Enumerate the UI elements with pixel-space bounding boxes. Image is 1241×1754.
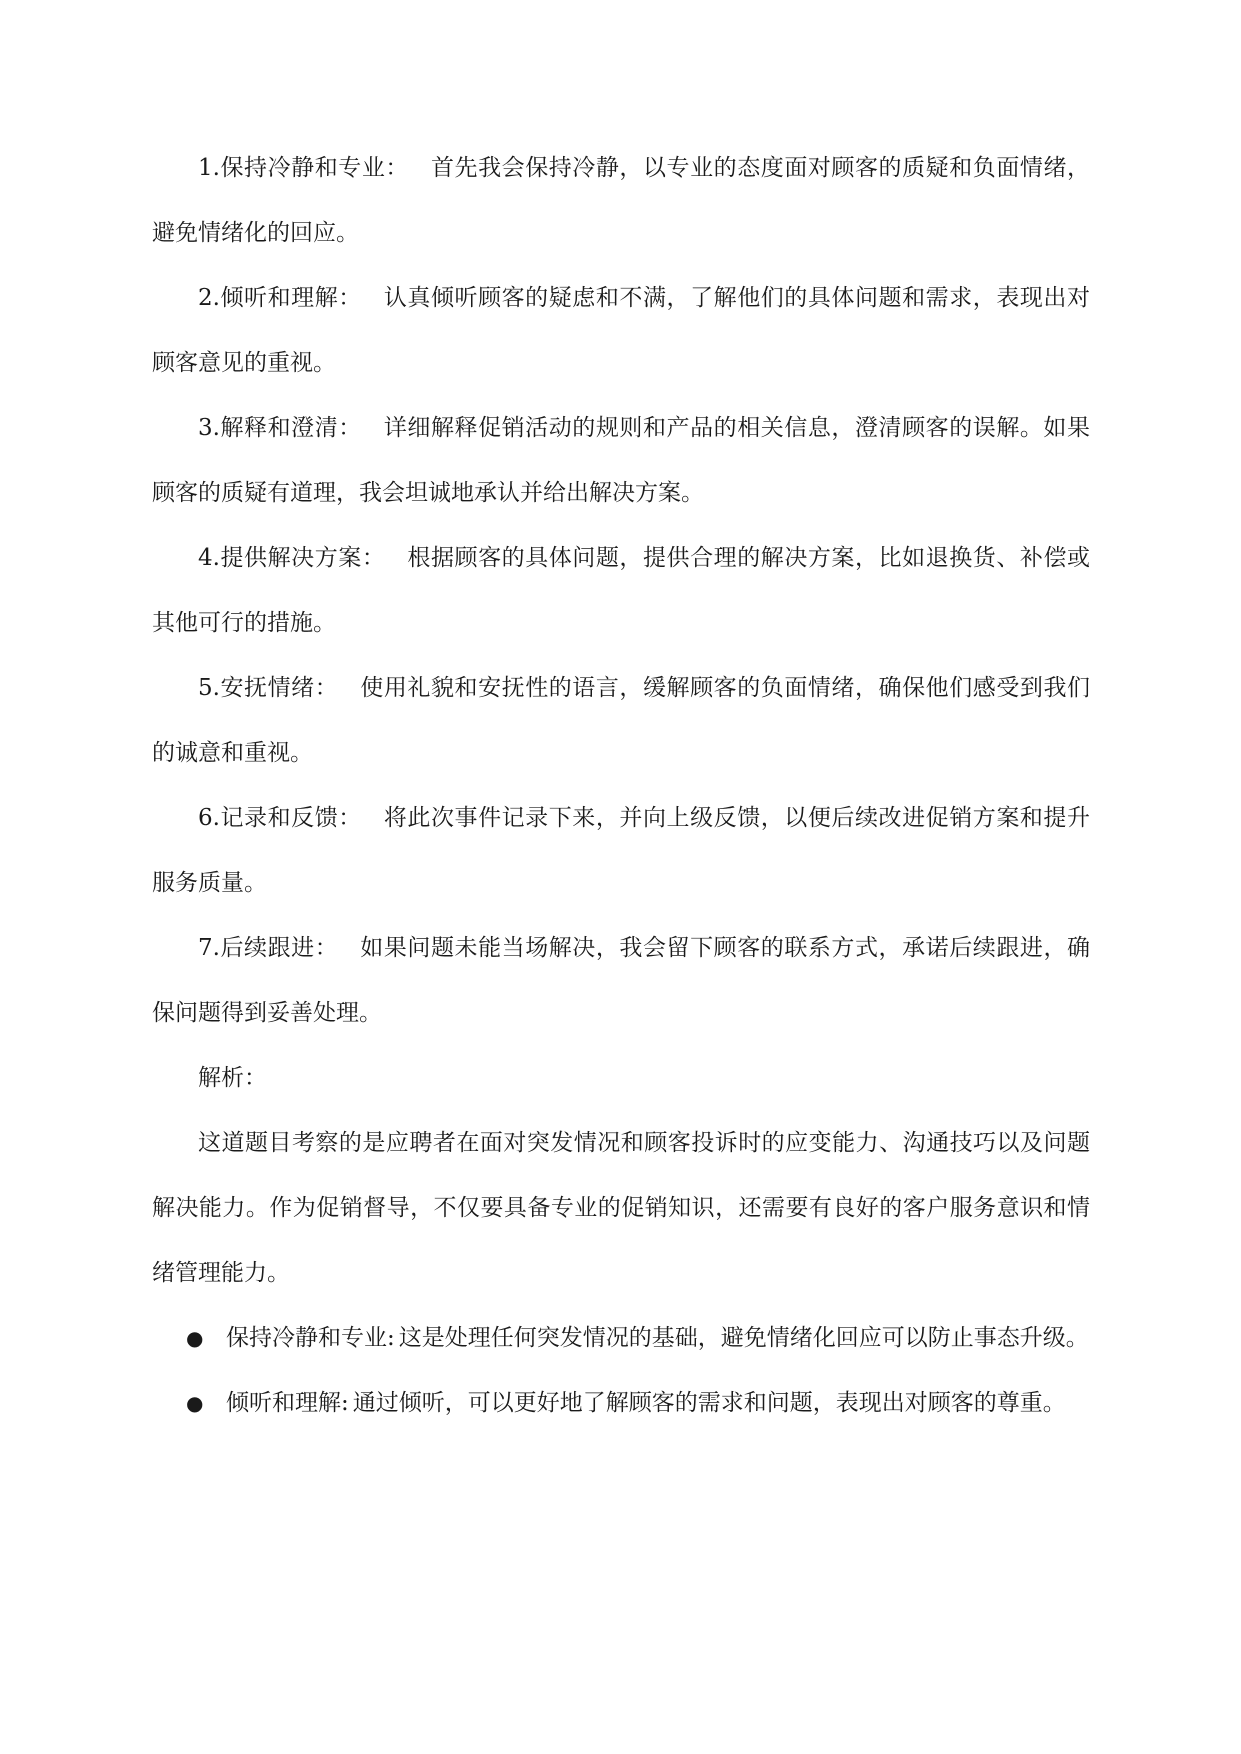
step-text: 如果问题未能当场解决，我会留下顾客的联系方式，承诺后续跟进，确保问题得到妥善处理。	[152, 935, 1091, 1026]
step-label: 4.提供解决方案：	[198, 545, 386, 571]
bullet-text: 通过倾听，可以更好地了解顾客的需求和问题，表现出对顾客的尊重。	[352, 1390, 1066, 1416]
step-paragraph	[152, 396, 1090, 526]
bullet-text: 这是处理任何突发情况的基础，避免情绪化回应可以防止事态升级。	[398, 1325, 1089, 1351]
step-label: 2.倾听和理解：	[198, 285, 362, 311]
bullet-dot-icon: ●	[186, 1326, 204, 1350]
step-label: 7.后续跟进：	[198, 935, 339, 961]
bullet-label: 保持冷静和专业:	[226, 1325, 395, 1351]
step-paragraph	[152, 916, 1090, 1046]
bullet-dot-icon: ●	[186, 1391, 204, 1415]
step-paragraph	[152, 526, 1090, 656]
analysis-paragraph: 这道题目考察的是应聘者在面对突发情况和顾客投诉时的应变能力、沟通技巧以及问题解决能力。作为促销督导，不仅要具备专业的促销知识，还需要有良好的客户服务意识和情绪管理能力。	[152, 1130, 1090, 1286]
step-text: 根据顾客的具体问题，提供合理的解决方案，比如退换货、补偿或其他可行的措施。	[152, 545, 1090, 636]
step-label: 5.安抚情绪：	[198, 675, 339, 701]
step-label: 6.记录和反馈：	[198, 805, 362, 831]
step-text: 认真倾听顾客的疑虑和不满，了解他们的具体问题和需求，表现出对顾客意见的重视。	[152, 285, 1090, 376]
step-text: 使用礼貌和安抚性的语言，缓解顾客的负面情绪，确保他们感受到我们的诚意和重视。	[152, 675, 1091, 766]
bullet-label: 倾听和理解:	[226, 1390, 349, 1416]
step-label: 3.解释和澄清：	[198, 415, 362, 441]
document-page	[152, 136, 1090, 1436]
step-text: 详细解释促销活动的规则和产品的相关信息，澄清顾客的误解。如果顾客的质疑有道理，我会坦诚地承认并给出解决方案。	[152, 415, 1090, 506]
bullet-item	[152, 1306, 1090, 1371]
step-paragraph	[152, 266, 1090, 396]
step-text: 首先我会保持冷静，以专业的态度面对顾客的质疑和负面情绪，避免情绪化的回应。	[152, 155, 1091, 246]
step-paragraph	[152, 786, 1090, 916]
step-paragraph	[152, 136, 1090, 266]
analysis-heading: 解析：	[198, 1065, 267, 1091]
step-text: 将此次事件记录下来，并向上级反馈，以便后续改进促销方案和提升服务质量。	[152, 805, 1090, 896]
bullet-item	[152, 1371, 1090, 1436]
step-label: 1.保持冷静和专业：	[198, 155, 409, 181]
step-paragraph	[152, 656, 1090, 786]
analysis-bullet-list	[152, 1306, 1090, 1436]
